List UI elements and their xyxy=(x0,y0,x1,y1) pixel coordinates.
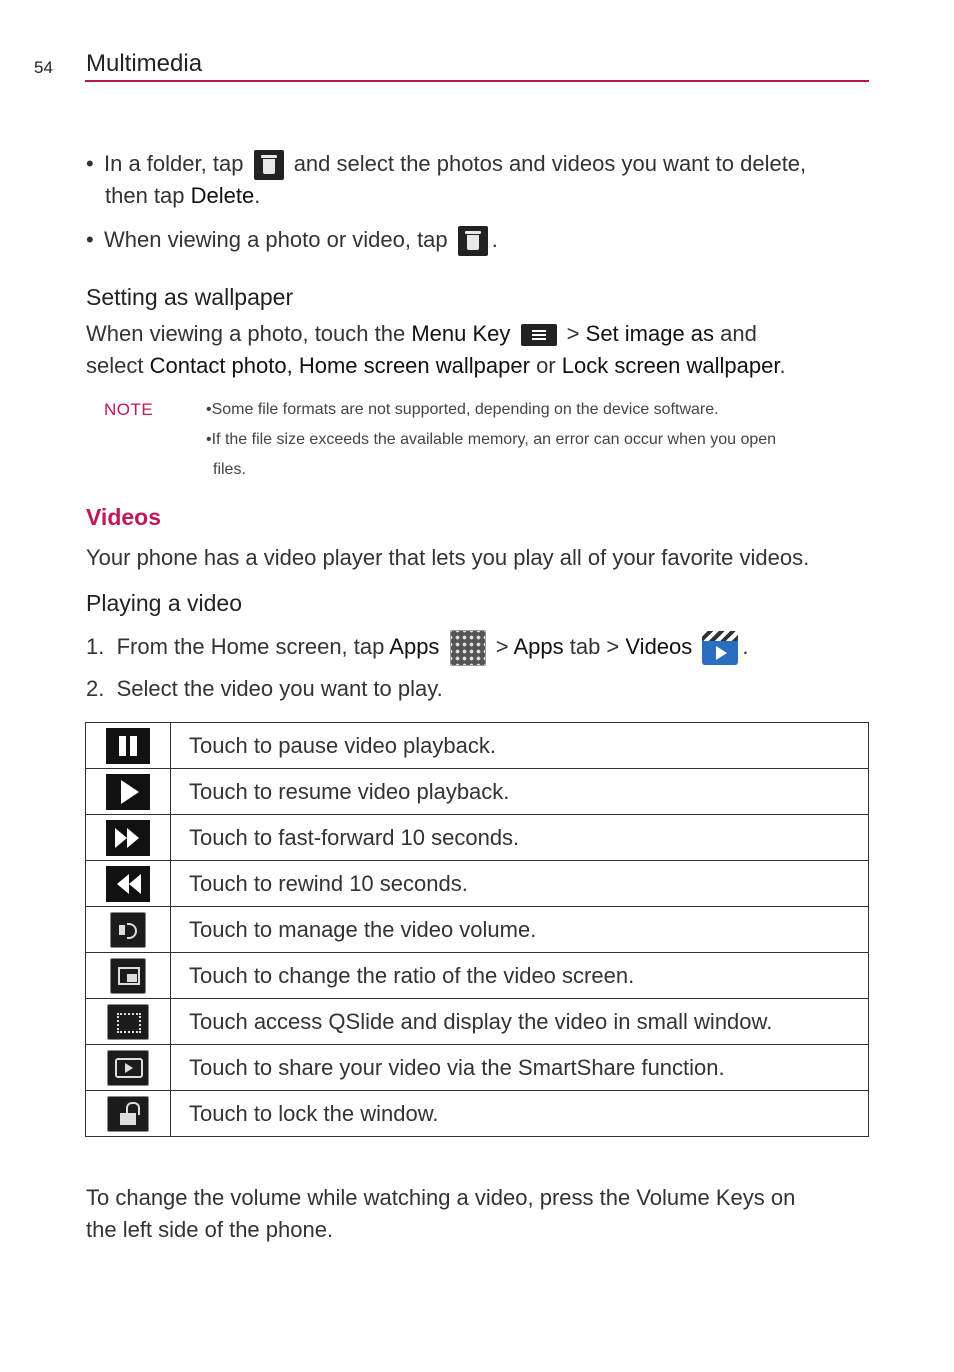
control-description: Touch to lock the window. xyxy=(171,1091,869,1137)
table-row xyxy=(86,815,869,861)
icon-cell xyxy=(86,907,171,953)
videos-label: Videos xyxy=(625,633,693,659)
control-description: Touch to manage the video volume. xyxy=(171,907,869,953)
trash-icon xyxy=(458,226,488,256)
paragraph-line: the left side of the phone. xyxy=(86,1217,334,1242)
note-item: files. xyxy=(213,461,246,478)
table-row xyxy=(86,861,869,907)
icon-cell xyxy=(86,861,171,907)
set-image-as-label: Set image as xyxy=(585,321,715,346)
contact-home-wallpaper-label: Contact photo, Home screen wallpaper xyxy=(149,353,530,378)
fast-forward-icon xyxy=(106,820,150,856)
control-description: Touch to resume video playback. xyxy=(171,769,869,815)
table-row xyxy=(86,723,869,769)
apps-tab-label: Apps xyxy=(513,633,564,659)
step-text: > xyxy=(495,633,509,659)
table-row xyxy=(86,1045,869,1091)
control-description: Touch to share your video via the SmartShare function. xyxy=(171,1045,869,1091)
control-description: Touch access QSlide and display the video in small window. xyxy=(171,999,869,1045)
volume-keys-paragraph xyxy=(86,1182,876,1246)
bullet-text: . xyxy=(491,227,498,252)
bullet-text: . xyxy=(254,183,261,209)
videos-app-icon xyxy=(702,631,738,665)
icon-cell xyxy=(86,953,171,999)
icon-cell xyxy=(86,999,171,1045)
icon-cell xyxy=(86,723,171,769)
menu-key-icon xyxy=(521,324,557,346)
wallpaper-heading: Setting as wallpaper xyxy=(86,284,294,310)
note-item: •If the file size exceeds the available memory, an error can occur when you open xyxy=(206,431,777,448)
trash-icon xyxy=(254,150,284,180)
page-number: 54 xyxy=(34,58,53,77)
step-text: . xyxy=(742,633,749,659)
volume-icon xyxy=(110,912,146,948)
step-text: From the Home screen, tap xyxy=(116,633,385,659)
wallpaper-text: > xyxy=(566,321,580,346)
lock-screen-wallpaper-label: Lock screen wallpaper xyxy=(561,353,780,378)
menu-key-label: Menu Key xyxy=(411,321,511,346)
bullet-text: and select the photos and videos you want to delete, xyxy=(293,151,807,176)
video-controls-table xyxy=(85,722,869,1137)
table-row xyxy=(86,769,869,815)
lock-icon xyxy=(107,1096,149,1132)
qslide-icon xyxy=(107,1004,149,1040)
section-title: Multimedia xyxy=(86,50,203,77)
wallpaper-text: and xyxy=(720,321,757,346)
header-rule xyxy=(85,80,869,82)
paragraph-line: To change the volume while watching a video, press the Volume Keys on xyxy=(86,1185,796,1210)
icon-cell xyxy=(86,1091,171,1137)
bullet-text: In a folder, tap xyxy=(104,151,244,176)
icon-cell xyxy=(86,1045,171,1091)
videos-intro: Your phone has a video player that lets you play all of your favorite videos. xyxy=(86,545,810,570)
wallpaper-instructions xyxy=(86,318,886,382)
screen-ratio-icon xyxy=(110,958,146,994)
bullet-dot: • xyxy=(86,227,94,252)
wallpaper-text: or xyxy=(536,353,556,378)
bullet-delete-viewing xyxy=(86,224,876,256)
playing-heading: Playing a video xyxy=(86,590,242,616)
bullet-dot: • xyxy=(86,151,94,176)
bullet-text: When viewing a photo or video, tap xyxy=(104,227,448,252)
icon-cell xyxy=(86,769,171,815)
bullet-delete-folder xyxy=(86,148,876,212)
play-icon xyxy=(106,774,150,810)
table-row xyxy=(86,907,869,953)
control-description: Touch to change the ratio of the video screen. xyxy=(171,953,869,999)
note-item: •Some file formats are not supported, depending on the device software. xyxy=(206,401,719,418)
step-2 xyxy=(86,673,886,705)
videos-heading: Videos xyxy=(86,504,161,530)
table-row xyxy=(86,953,869,999)
delete-label: Delete xyxy=(190,183,255,209)
wallpaper-text: . xyxy=(779,353,786,378)
control-description: Touch to fast-forward 10 seconds. xyxy=(171,815,869,861)
table-row xyxy=(86,1091,869,1137)
wallpaper-text: When viewing a photo, touch the xyxy=(86,321,406,346)
rewind-icon xyxy=(106,866,150,902)
note-label: NOTE xyxy=(104,400,154,419)
step-number: 2. xyxy=(86,676,105,701)
pause-icon xyxy=(106,728,150,764)
step-number: 1. xyxy=(86,633,105,659)
step-1 xyxy=(86,630,886,666)
apps-label: Apps xyxy=(389,633,440,659)
wallpaper-text: select xyxy=(86,353,144,378)
step-text: Select the video you want to play. xyxy=(116,676,443,701)
control-description: Touch to pause video playback. xyxy=(171,723,869,769)
step-text: tab > xyxy=(569,633,620,659)
smartshare-icon xyxy=(107,1050,149,1086)
control-description: Touch to rewind 10 seconds. xyxy=(171,861,869,907)
bullet-text: then tap xyxy=(105,183,185,209)
table-row xyxy=(86,999,869,1045)
icon-cell xyxy=(86,815,171,861)
apps-icon xyxy=(450,630,486,666)
